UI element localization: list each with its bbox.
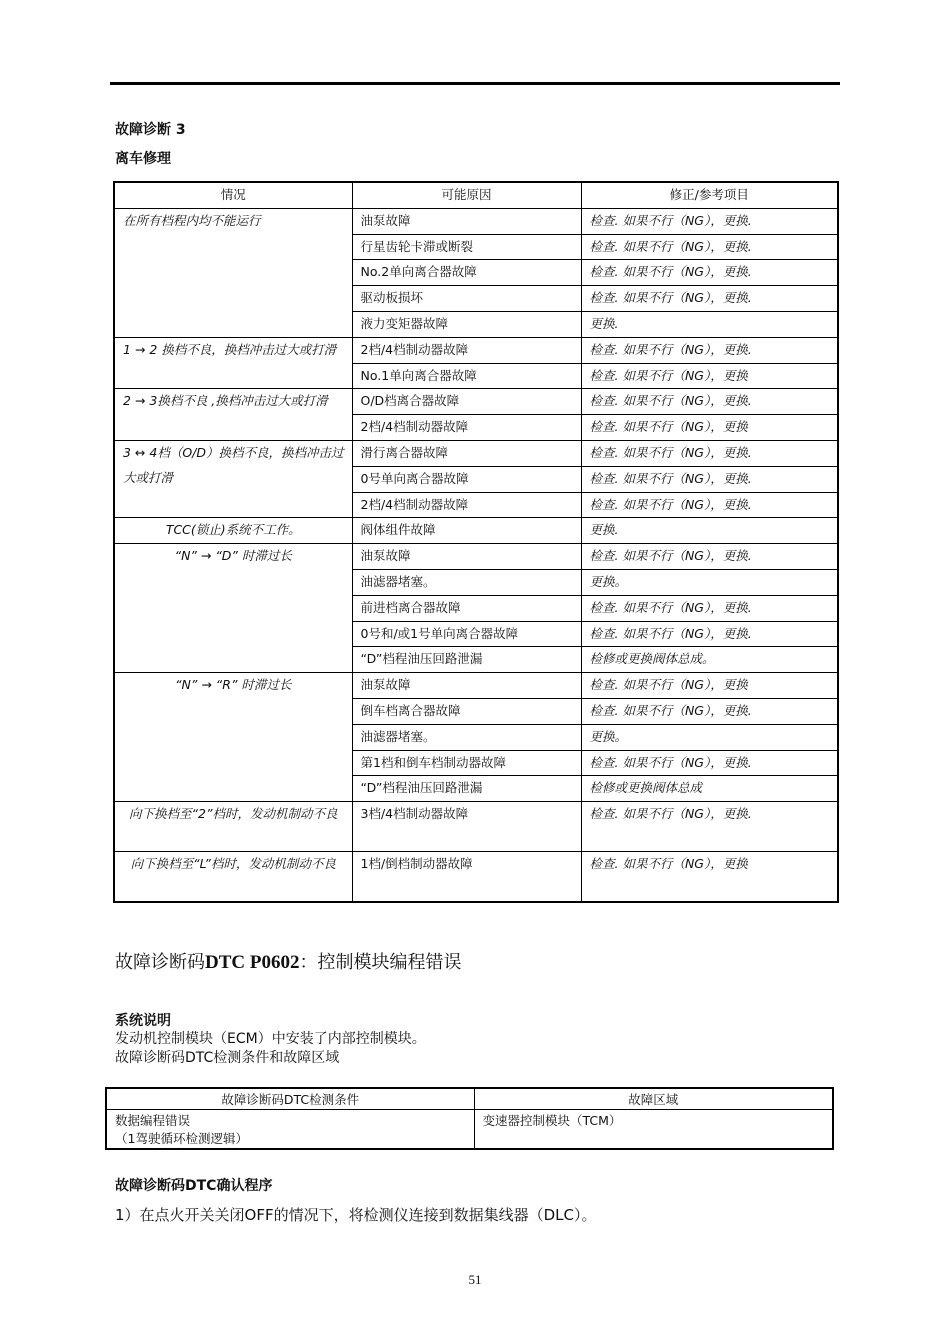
fix-cell: 检查. 如果不行（NG），更换. <box>581 260 838 286</box>
condition-line-2: （1驾驶循环检测逻辑） <box>115 1131 248 1146</box>
cause-cell: 油滤器堵塞。 <box>352 724 581 750</box>
table-body <box>114 208 838 902</box>
cause-cell: 液力变矩器故障 <box>352 311 581 337</box>
cause-cell: 行星齿轮卡滞或断裂 <box>352 234 581 260</box>
trouble-area-cell: 变速器控制模块（TCM） <box>474 1110 833 1150</box>
cause-cell: “D”档程油压回路泄漏 <box>352 776 581 802</box>
cause-cell: 2档/4档制动器故障 <box>352 492 581 518</box>
fix-cell: 检修或更换阀体总成 <box>581 776 838 802</box>
header-detection-condition: 故障诊断码DTC检测条件 <box>106 1088 474 1110</box>
table-row <box>114 518 838 544</box>
cause-cell: 2档/4档制动器故障 <box>352 337 581 363</box>
symptom-cell: 在所有档程内均不能运行 <box>114 208 352 337</box>
page-number: 51 <box>468 1272 482 1287</box>
fix-cell: 更换. <box>581 311 838 337</box>
cause-cell: 滑行离合器故障 <box>352 440 581 466</box>
cause-cell: 油滤器堵塞。 <box>352 569 581 595</box>
table-header-row <box>106 1088 833 1110</box>
cause-cell: No.2单向离合器故障 <box>352 260 581 286</box>
dtc-title <box>115 948 461 974</box>
symptom-cell: 向下换档至“2”档时，发动机制动不良 <box>114 802 352 852</box>
dtc-title-suffix: ：控制模块编程错误 <box>299 952 462 973</box>
fix-cell: 检查. 如果不行（NG），更换. <box>581 337 838 363</box>
diagnosis-table <box>113 181 839 903</box>
symptom-cell: 1 → 2 换档不良，换档冲击过大或打滑 <box>114 337 352 389</box>
detection-condition-cell <box>106 1110 474 1150</box>
fix-cell: 检查. 如果不行（NG），更换. <box>581 208 838 234</box>
confirm-procedure-heading: 故障诊断码DTC确认程序 <box>115 1178 273 1194</box>
symptom-cell: 2 → 3换档不良 ,换档冲击过大或打滑 <box>114 389 352 441</box>
header-cause: 可能原因 <box>352 182 581 208</box>
symptom-cell: 向下换档至“L”档时，发动机制动不良 <box>114 852 352 903</box>
cause-cell: O/D档离合器故障 <box>352 389 581 415</box>
cause-cell: 倒车档离合器故障 <box>352 698 581 724</box>
cause-cell: 驱动板损坏 <box>352 286 581 312</box>
fix-cell: 检查. 如果不行（NG），更换. <box>581 389 838 415</box>
fix-cell: 检查. 如果不行（NG），更换. <box>581 234 838 260</box>
header-rule <box>110 82 840 85</box>
fix-cell: 检查. 如果不行（NG），更换. <box>581 621 838 647</box>
fix-cell: 检查. 如果不行（NG），更换 <box>581 363 838 389</box>
cause-cell: 阀体组件故障 <box>352 518 581 544</box>
confirm-step-1: 1）在点火开关关闭OFF的情况下，将检测仪连接到数据集线器（DLC）。 <box>115 1206 597 1224</box>
dtc-code: DTC P0602 <box>205 952 300 973</box>
fix-cell: 更换。 <box>581 724 838 750</box>
table-row <box>114 337 838 363</box>
cause-cell: 前进档离合器故障 <box>352 595 581 621</box>
condition-line-1: 数据编程错误 <box>115 1113 191 1128</box>
fix-cell: 检查. 如果不行（NG），更换. <box>581 544 838 570</box>
table-row <box>114 852 838 903</box>
fix-cell: 检查. 如果不行（NG），更换. <box>581 698 838 724</box>
fix-cell: 更换。 <box>581 569 838 595</box>
fix-cell: 检查. 如果不行（NG），更换. <box>581 750 838 776</box>
symptom-cell: “N” → “D” 时滞过长 <box>114 544 352 673</box>
fix-cell: 检查. 如果不行（NG），更换 <box>581 673 838 699</box>
cause-cell: 1档/倒档制动器故障 <box>352 852 581 903</box>
header-symptom: 情况 <box>114 182 352 208</box>
table-row <box>114 208 838 234</box>
system-description-heading: 系统说明 <box>115 1013 171 1029</box>
fix-cell: 检修或更换阀体总成。 <box>581 647 838 673</box>
symptom-cell: TCC(锁止)系统不工作。 <box>114 518 352 544</box>
fix-cell: 检查. 如果不行（NG），更换. <box>581 595 838 621</box>
section-title: 故障诊断 3 <box>115 122 186 138</box>
table-row <box>106 1110 833 1150</box>
cause-cell: 油泵故障 <box>352 208 581 234</box>
header-fix: 修正/参考项目 <box>581 182 838 208</box>
cause-cell: 第1档和倒车档制动器故障 <box>352 750 581 776</box>
cause-cell: 油泵故障 <box>352 544 581 570</box>
fix-cell: 检查. 如果不行（NG），更换. <box>581 802 838 852</box>
fix-cell: 检查. 如果不行（NG），更换. <box>581 466 838 492</box>
cause-cell: 0号单向离合器故障 <box>352 466 581 492</box>
table-row <box>114 673 838 699</box>
header-trouble-area: 故障区域 <box>474 1088 833 1110</box>
fix-cell: 检查. 如果不行（NG），更换 <box>581 852 838 903</box>
table-row <box>114 389 838 415</box>
symptom-cell: “N” → “R” 时滞过长 <box>114 673 352 802</box>
dtc-title-prefix: 故障诊断码 <box>115 952 205 973</box>
cause-cell: 2档/4档制动器故障 <box>352 415 581 441</box>
cause-cell: 0号和/或1号单向离合器故障 <box>352 621 581 647</box>
fix-cell: 检查. 如果不行（NG），更换. <box>581 440 838 466</box>
fix-cell: 更换. <box>581 518 838 544</box>
detection-heading: 故障诊断码DTC检测条件和故障区域 <box>115 1050 340 1066</box>
table-row <box>114 440 838 466</box>
system-description-text: 发动机控制模块（ECM）中安装了内部控制模块。 <box>115 1031 426 1047</box>
table-row <box>114 802 838 852</box>
cause-cell: 3档/4档制动器故障 <box>352 802 581 852</box>
cause-cell: 油泵故障 <box>352 673 581 699</box>
fix-cell: 检查. 如果不行（NG），更换. <box>581 286 838 312</box>
section-subtitle: 离车修理 <box>115 151 171 167</box>
symptom-cell: 3 ↔ 4档（O/D）换档不良，换档冲击过大或打滑 <box>114 440 352 517</box>
fix-cell: 检查. 如果不行（NG），更换. <box>581 492 838 518</box>
dtc-condition-table <box>105 1087 834 1150</box>
cause-cell: No.1单向离合器故障 <box>352 363 581 389</box>
fix-cell: 检查. 如果不行（NG），更换 <box>581 415 838 441</box>
table-row <box>114 544 838 570</box>
cause-cell: “D”档程油压回路泄漏 <box>352 647 581 673</box>
table-header-row <box>114 182 838 208</box>
